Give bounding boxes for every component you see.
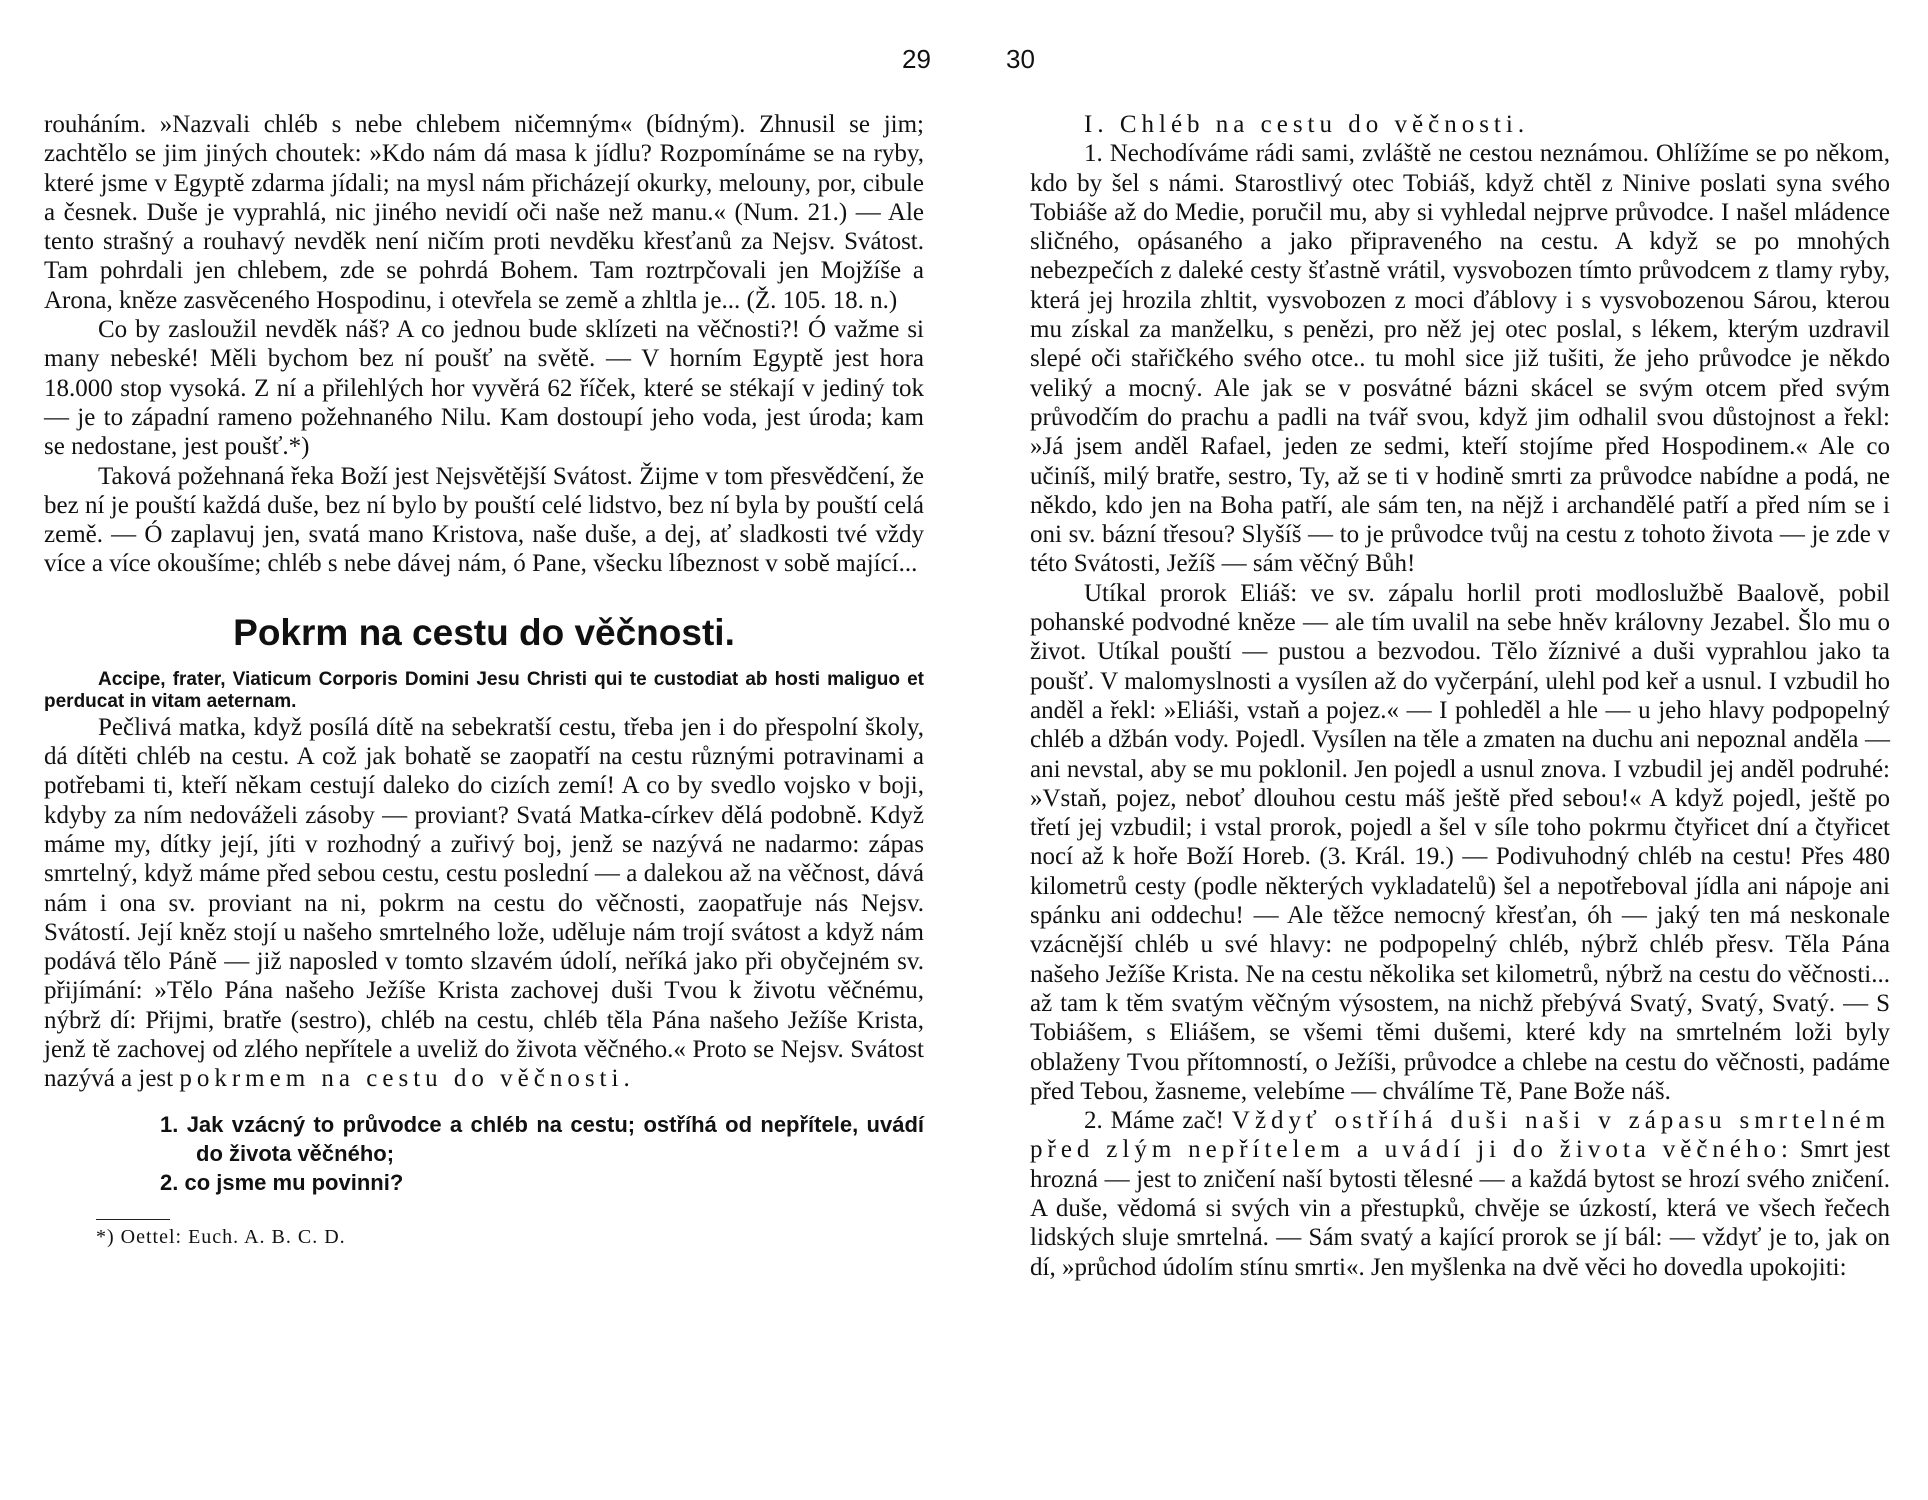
- outline-point: 1. Jak vzácný to průvodce a chléb na cestu; ostříhá od nepřítele, uvádí do života věčného;: [160, 1111, 924, 1166]
- footnote-rule: [96, 1219, 170, 1220]
- outline-point: 2. co jsme mu povinni?: [160, 1169, 404, 1195]
- paragraph: Utíkal prorok Eliáš: ve sv. zápalu horlil proti modloslužbě Baalově, pobil pohanské podvodné kněze — ale tím uvalil na sebe hněv královny Jezabel. Šlo mu o život. Utíkal pouští — pustou a bezvodou. Tělo žíznivé a duši vyprahlou jako ta poušť. V malomyslnosti a vysílen až do vyčerpání, ulehl pod keř a usnul. I vzbudil ho anděl a řekl: »Eliáši, vstaň a pojez.« — I pohleděl a hle — u jeho hlavy podpopelný chléb a džbán vody. Pojedl. Vysílen na těle a zmaten na duchu ani nepoznal anděla — ani nevstal, aby se mu poklonil. Jen pojedl a usnul znova. I vzbudil jej anděl podruhé: »Vstaň, pojez, neboť dlouhou cestu máš ještě před sebou!« A když pojedl, ještě po třetí jej vzbudil; i vstal prorok, pojedl a šel v síle toho pokrmu čtyřicet dní a čtyřicet nocí až k hoře Boží Horeb. (3. Král. 19.) — Podivuhodný chléb na cestu! Přes 480 kilometrů cesty (podle některých vykladatelů) šel a nepotřeboval jídla ani nápoje ani spánku ani oddechu! — Ale těžce nemocný křesťan, óh — jaký ten má neskonale vzácnější chléb u své hlavy: ne podpopelný chléb, nýbrž chléb přesv. Těla Pána našeho Ježíše Krista. Ne na cestu několika set kilometrů, nýbrž na cestu do věčnosti... až tam k těm svatým věčným výsostem, na nichž přebývá Svatý, Svatý, Svatý. — S Tobiášem, s Eliášem, se všemi těmi dušemi, které kdy na smrtelném loži byly oblaženy Tvou přítomností, o Ježíši, průvodce a chlebe na cestu do věčnosti, padáme před Tebou, žasneme, velebíme — chválíme Tě, Pane Bože náš.: [1030, 579, 1890, 1105]
- paragraph: [44, 713, 924, 1094]
- emphasized-text: Vždyť ostříhá duši naši v zápasu smrtelném před zlým nepřítelem a uvádí ji do života věčného:: [1030, 1107, 1891, 1164]
- latin-motto: Accipe, frater, Viaticum Corporis Domini Jesu Christi qui te custodiat ab hosti maliguo et perducat in vitam aeternam.: [44, 668, 924, 712]
- section-heading: I. Chléb na cestu do věčnosti.: [1084, 111, 1530, 138]
- paragraph: [1030, 1106, 1890, 1282]
- paragraph: Co by zasloužil nevděk náš? A co jednou bude sklízeti na věčnosti?! Ó važme si many nebeské! Měli bychom bez ní poušť na světě. — V horním Egyptě jest hora 18.000 stop vysoká. Z ní a přilehlých hor vyvěrá 62 říček, které se stékají v jediný tok — je to západní rameno požehnaného Nilu. Kam dostoupí jeho voda, jest úroda; kam se nedostane, jest poušť.*): [44, 316, 924, 461]
- emphasized-text: pokrmem na cestu do věčnosti.: [179, 1065, 635, 1093]
- outline-points: [44, 1110, 924, 1197]
- paragraph: 1. Nechodíváme rádi sami, zvláště ne cestou neznámou. Ohlížíme se po někom, kdo by šel s námi. Starostlivý otec Tobiáš, když chtěl z Ninive poslati syna svého Tobiáše až do Medie, poručil mu, aby si vyhledal nejprve průvodce. I našel mládence sličného, opásaného a jako připraveného na cestu. A když se po mnohých nebezpečích z daleké cesty šťastně vrátil, vysvobozen tímto průvodcem z tlamy ryby, která jej hrozila zhltit, vysvobozen z moci ďáblovy i s vysvobozenou Sárou, kterou mu získal za manželku, s penězi, pro něž jej otec poslal, s lékem, kterým uzdravil slepé oči stařičkého svého otce.. tu mohl sice již tušiti, že jeho průvodce je někdo veliký a mocný. Ale jak se v posvátné bázni skácel se svým otcem před svým průvodčím do prachu a padli na tvář svou, když jim odhalil svou důstojnost a řekl: »Já jsem anděl Rafael, jeden ze sedmi, kteří stojíme před Hospodinem.« Ale co učiníš, milý bratře, sestro, Ty, až se ti v hodině smrti za průvodce nabídne a podá, ne někdo, kdo jen na Boha patří, ale sám ten, na nějž i archandělé patří a před ním se i oni sv. bázní třesou? Slyšíš — to je průvodce tvůj na cestu z tohoto života — je zde v této Svátosti, Ježíš — sám věčný Bůh!: [1030, 140, 1890, 578]
- footnote: *) Oettel: Euch. A. B. C. D.: [96, 1225, 346, 1248]
- paragraph-text: Smrt jest hrozná — jest to zničení naší bytosti tělesné — a každá bytost se hrozí svého zničení. A duše, vědomá si svých vin a přestupků, chvěje se úzkostí, která ve všech řečech lidských sluje smrtelná. — Sám svatý a kající prorok se jí bál: — vždyť je to, jak on dí, »průchod údolím stínu smrti«. Jen myšlenka na dvě věci ho dovedla upokojiti:: [1030, 1136, 1891, 1281]
- right-page-text: [1030, 110, 1890, 1282]
- chapter-title: Pokrm na cestu do věčnosti.: [233, 611, 735, 653]
- page-number: 30: [1006, 44, 1035, 74]
- right-page: [960, 0, 1928, 1500]
- paragraph: rouháním. »Nazvali chléb s nebe chlebem ničemným« (bídným). Zhnusil se jim; zachtělo se jim jiných choutek: »Kdo nám dá masa k jídlu? Rozpomínáme se na ryby, které jsme v Egyptě zdarma jídali; na mysl nám přicházejí okurky, melouny, por, cibule a česnek. Duše je vyprahlá, nic jiného nevidí oči naše než manu.« (Num. 21.) — Ale tento strašný a rouhavý nevděk není ničím proti nevděku křesťanů za Nejsv. Svátost. Tam pohrdali jen chlebem, zde se pohrdá Bohem. Tam roztrpčovali jen Mojžíše a Arona, kněze zasvěceného Hospodinu, i otevřela se země a zhltla je... (Ž. 105. 18. n.): [44, 111, 924, 314]
- left-page-text: [44, 110, 924, 1250]
- paragraph: Taková požehnaná řeka Boží jest Nejsvětější Svátost. Žijme v tom přesvědčení, že bez ní je pouští každá duše, bez ní bylo by pouští celé lidstvo, bez ní byla by pouští celá země. — Ó zaplavuj jen, svatá mano Kristova, naše duše, a dej, ať sladkosti tvé vždy více a více okoušíme; chléb s nebe dávej nám, ó Pane, všecku líbeznost v sobě mající...: [44, 462, 924, 578]
- left-page: [0, 0, 960, 1500]
- page-number: 29: [902, 44, 931, 74]
- paragraph-text: 2. Máme zač!: [1084, 1107, 1224, 1135]
- paragraph-text: Pečlivá matka, když posílá dítě na sebekratší cestu, třeba jen i do přespolní školy, dá dítěti chléb na cestu. A což jak bohatě se zaopatří na cestu různými potravinami a potřebami ti, kteří někam cestují daleko do cizích zemí! A co by svedlo vojsko v boji, kdyby za ním nedováželi zásoby — proviant? Svatá Matka-církev dělá podobně. Když máme my, dítky její, jíti v rozhodný a zuřivý boj, jenž se nazývá ne nadarmo: zápas smrtelný, když máme před sebou cestu, cestu poslední — a dalekou až na věčnost, dává nám i ona sv. proviant na ni, pokrm na cestu do věčnosti, zaopatřuje nás Nejsv. Svátostí. Její kněz stojí u našeho smrtelného lože, uděluje nám trojí svátost a když nám podává tělo Páně — již naposled v tomto slzavém údolí, neříká jako při obyčejném sv. přijímání: »Tělo Pána našeho Ježíše Krista zachovej duši Tvou k životu věčnému, nýbrž dí: Přijmi, bratře (sestro), chléb na cestu, chléb těla Pána našeho Ježíše Krista, jenž tě zachovej od zlého nepřítele a uveliž do života věčného.« Proto se Nejsv. Svátost nazývá a jest: [44, 713, 924, 1093]
